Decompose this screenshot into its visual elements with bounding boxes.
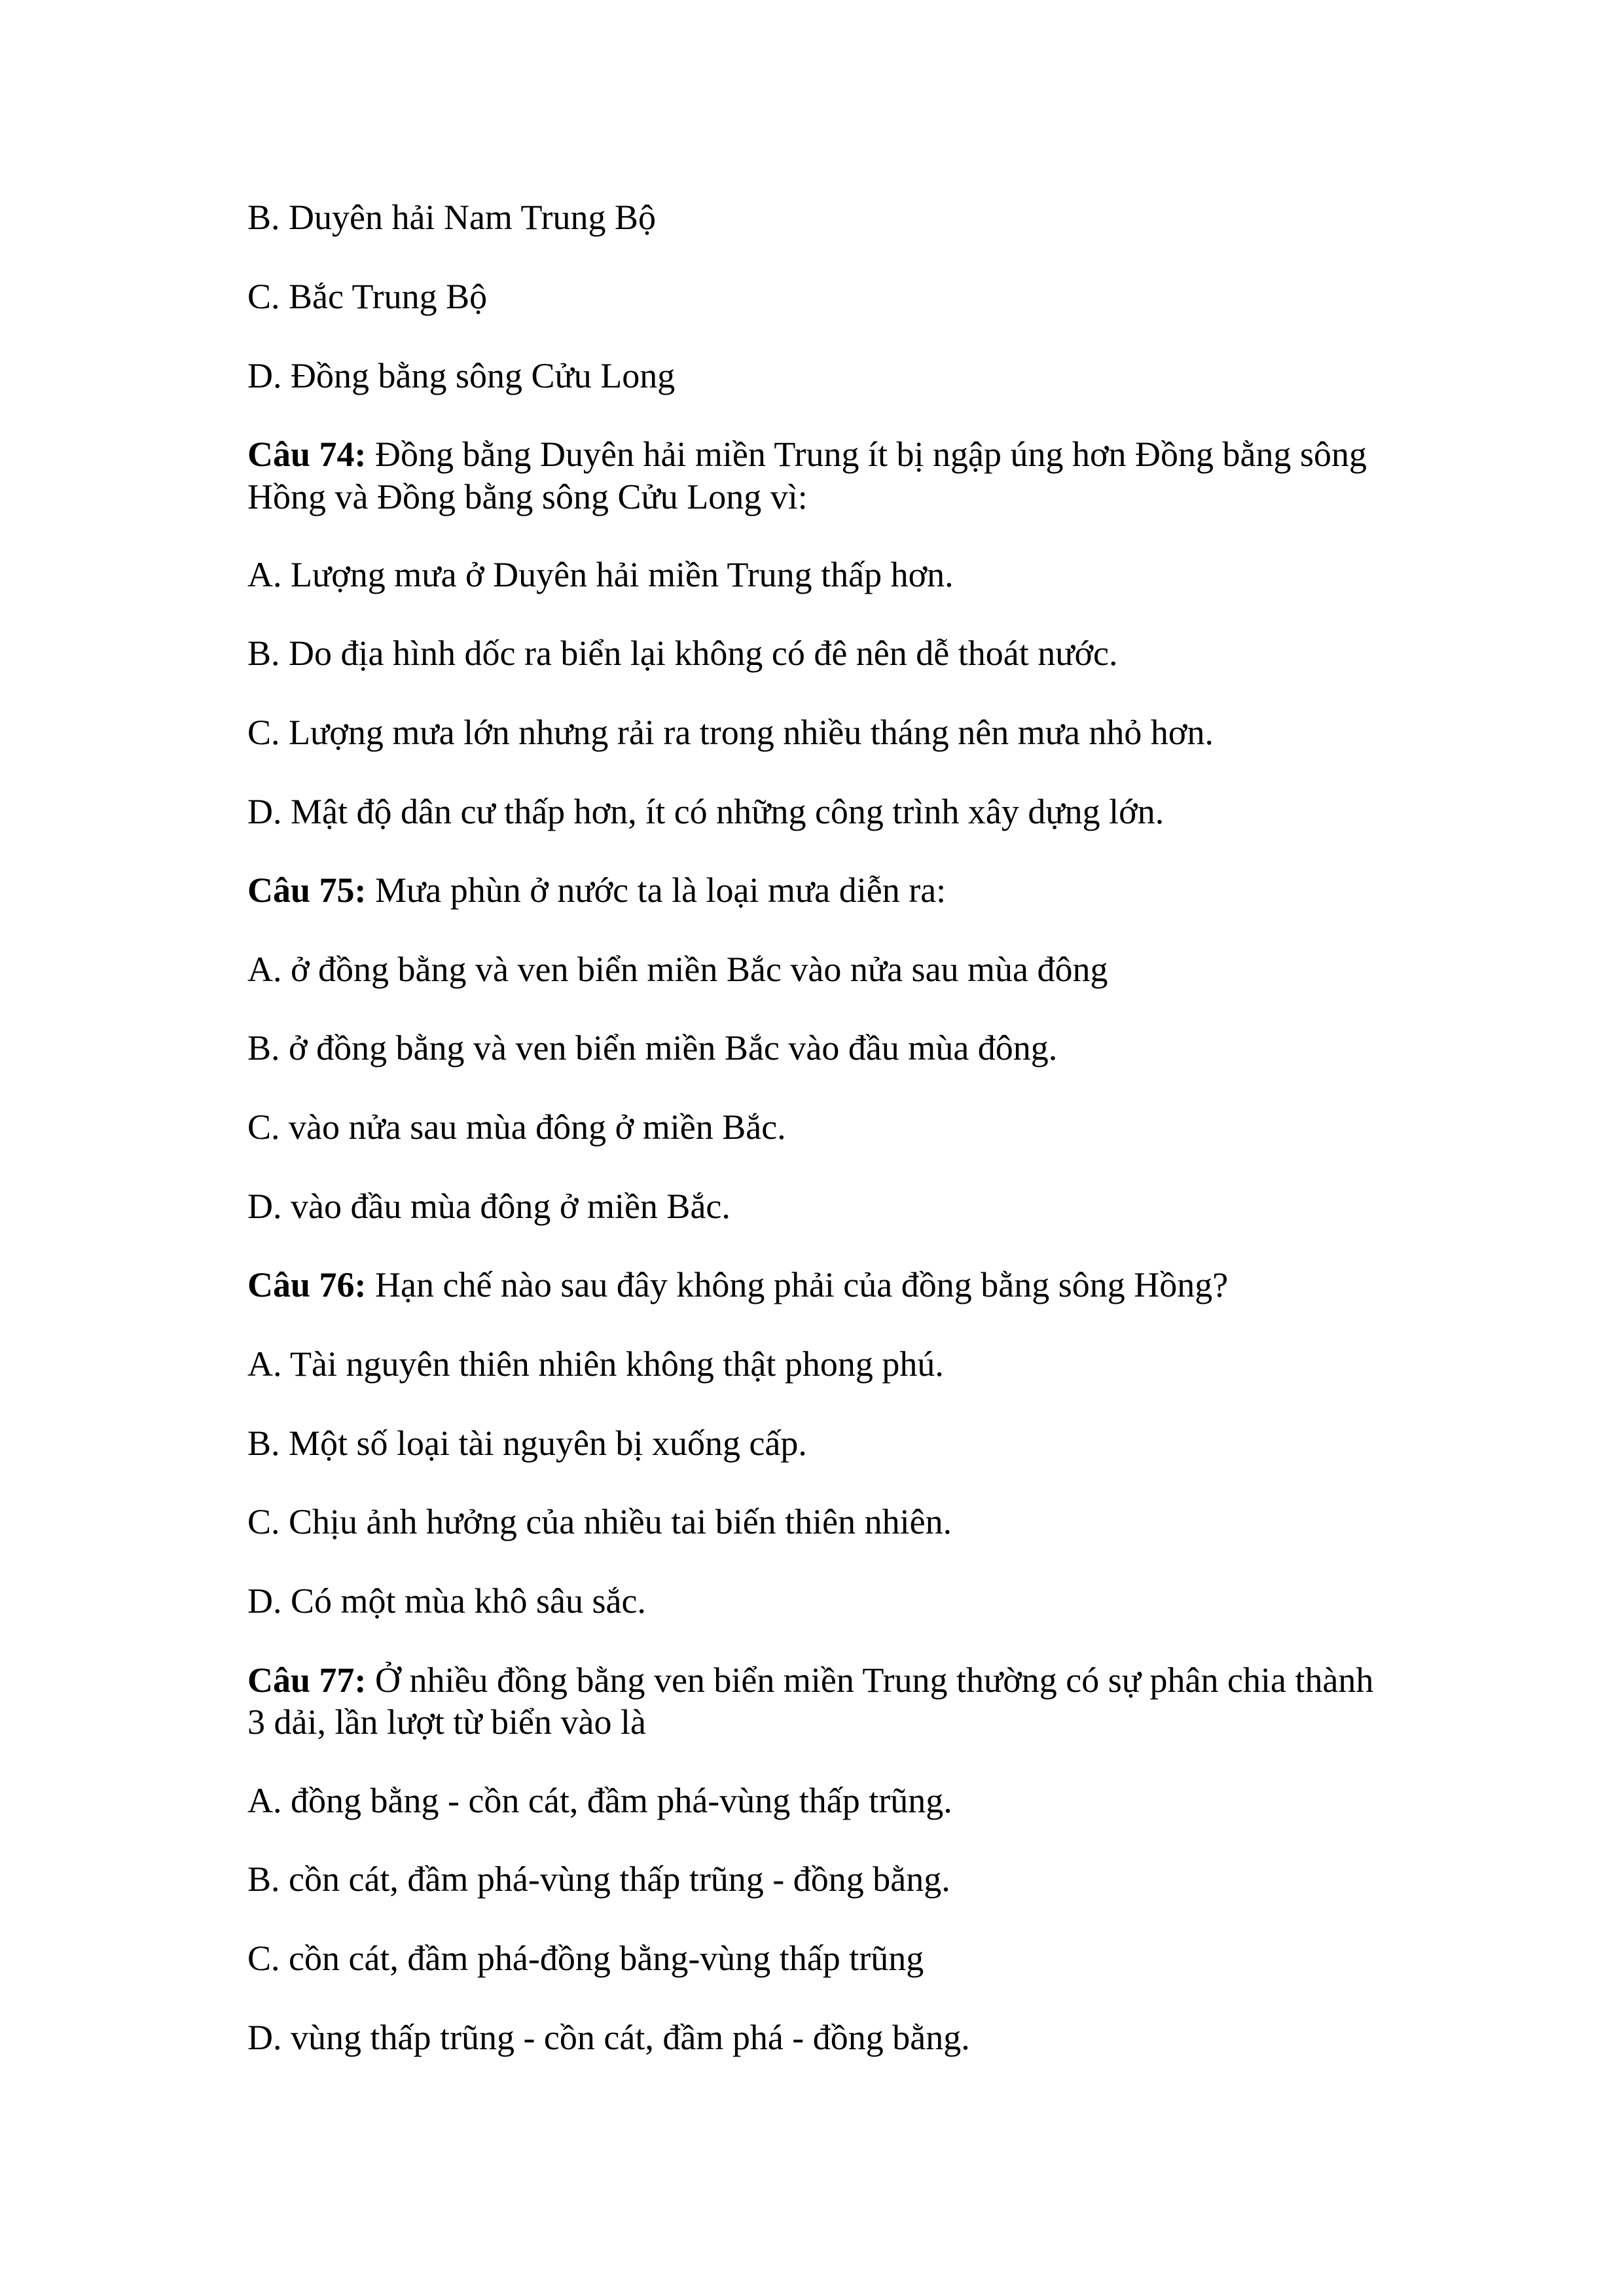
q77-option-a: A. đồng bằng - cồn cát, đầm phá-vùng thấp trũng. [247,1781,952,1820]
q76-option-b: B. Một số loại tài nguyên bị xuống cấp. [247,1424,807,1463]
question-75 [247,869,946,911]
q75-option-a: A. ở đồng bằng và ven biển miền Bắc vào nửa sau mùa đông [247,950,1108,989]
q74-option-a: A. Lượng mưa ở Duyên hải miền Trung thấp hơn. [247,555,954,594]
question-77-label: Câu 77: [247,1660,367,1700]
q76-option-d: D. Có một mùa khô sâu sắc. [247,1581,646,1621]
q75-option-c: C. vào nửa sau mùa đông ở miền Bắc. [247,1107,786,1147]
q74-option-d: D. Mật độ dân cư thấp hơn, ít có những công trình xây dựng lớn. [247,792,1164,831]
question-76 [247,1264,1228,1306]
question-77-text-1: Ở nhiều đồng bằng ven biển miền Trung thường có sự phân chia thành [366,1660,1374,1700]
question-75-label: Câu 75: [247,870,367,910]
question-77-continued: 3 dải, lần lượt từ biển vào là [247,1702,646,1742]
prev-option-c: C. Bắc Trung Bộ [247,277,488,316]
q75-option-d: D. vào đầu mùa đông ở miền Bắc. [247,1187,731,1226]
question-76-label: Câu 76: [247,1265,367,1304]
q76-option-a: A. Tài nguyên thiên nhiên không thật phong phú. [247,1344,944,1384]
question-75-text: Mưa phùn ở nước ta là loại mưa diễn ra: [366,870,947,910]
question-76-text: Hạn chế nào sau đây không phải của đồng bằng sông Hồng? [366,1265,1229,1304]
question-74 [247,433,1367,475]
q77-option-d: D. vùng thấp trũng - cồn cát, đầm phá - đồng bằng. [247,2018,970,2057]
question-74-continued: Hồng và Đồng bằng sông Cửu Long vì: [247,477,808,516]
prev-option-d: D. Đồng bằng sông Cửu Long [247,356,676,395]
question-77 [247,1659,1373,1701]
prev-option-b: B. Duyên hải Nam Trung Bộ [247,198,657,237]
question-74-label: Câu 74: [247,435,367,474]
q76-option-c: C. Chịu ảnh hưởng của nhiều tai biến thiên nhiên. [247,1502,952,1541]
q75-option-b: B. ở đồng bằng và ven biển miền Bắc vào đầu mùa đông. [247,1028,1058,1067]
q77-option-c: C. cồn cát, đầm phá-đồng bằng-vùng thấp trũng [247,1939,924,1978]
q74-option-b: B. Do địa hình dốc ra biển lại không có đê nên dễ thoát nước. [247,634,1118,673]
q77-option-b: B. cồn cát, đầm phá-vùng thấp trũng - đồng bằng. [247,1859,950,1899]
question-74-text-1: Đồng bằng Duyên hải miền Trung ít bị ngập úng hơn Đồng bằng sông [366,435,1367,474]
q74-option-c: C. Lượng mưa lớn nhưng rải ra trong nhiều tháng nên mưa nhỏ hơn. [247,713,1214,752]
